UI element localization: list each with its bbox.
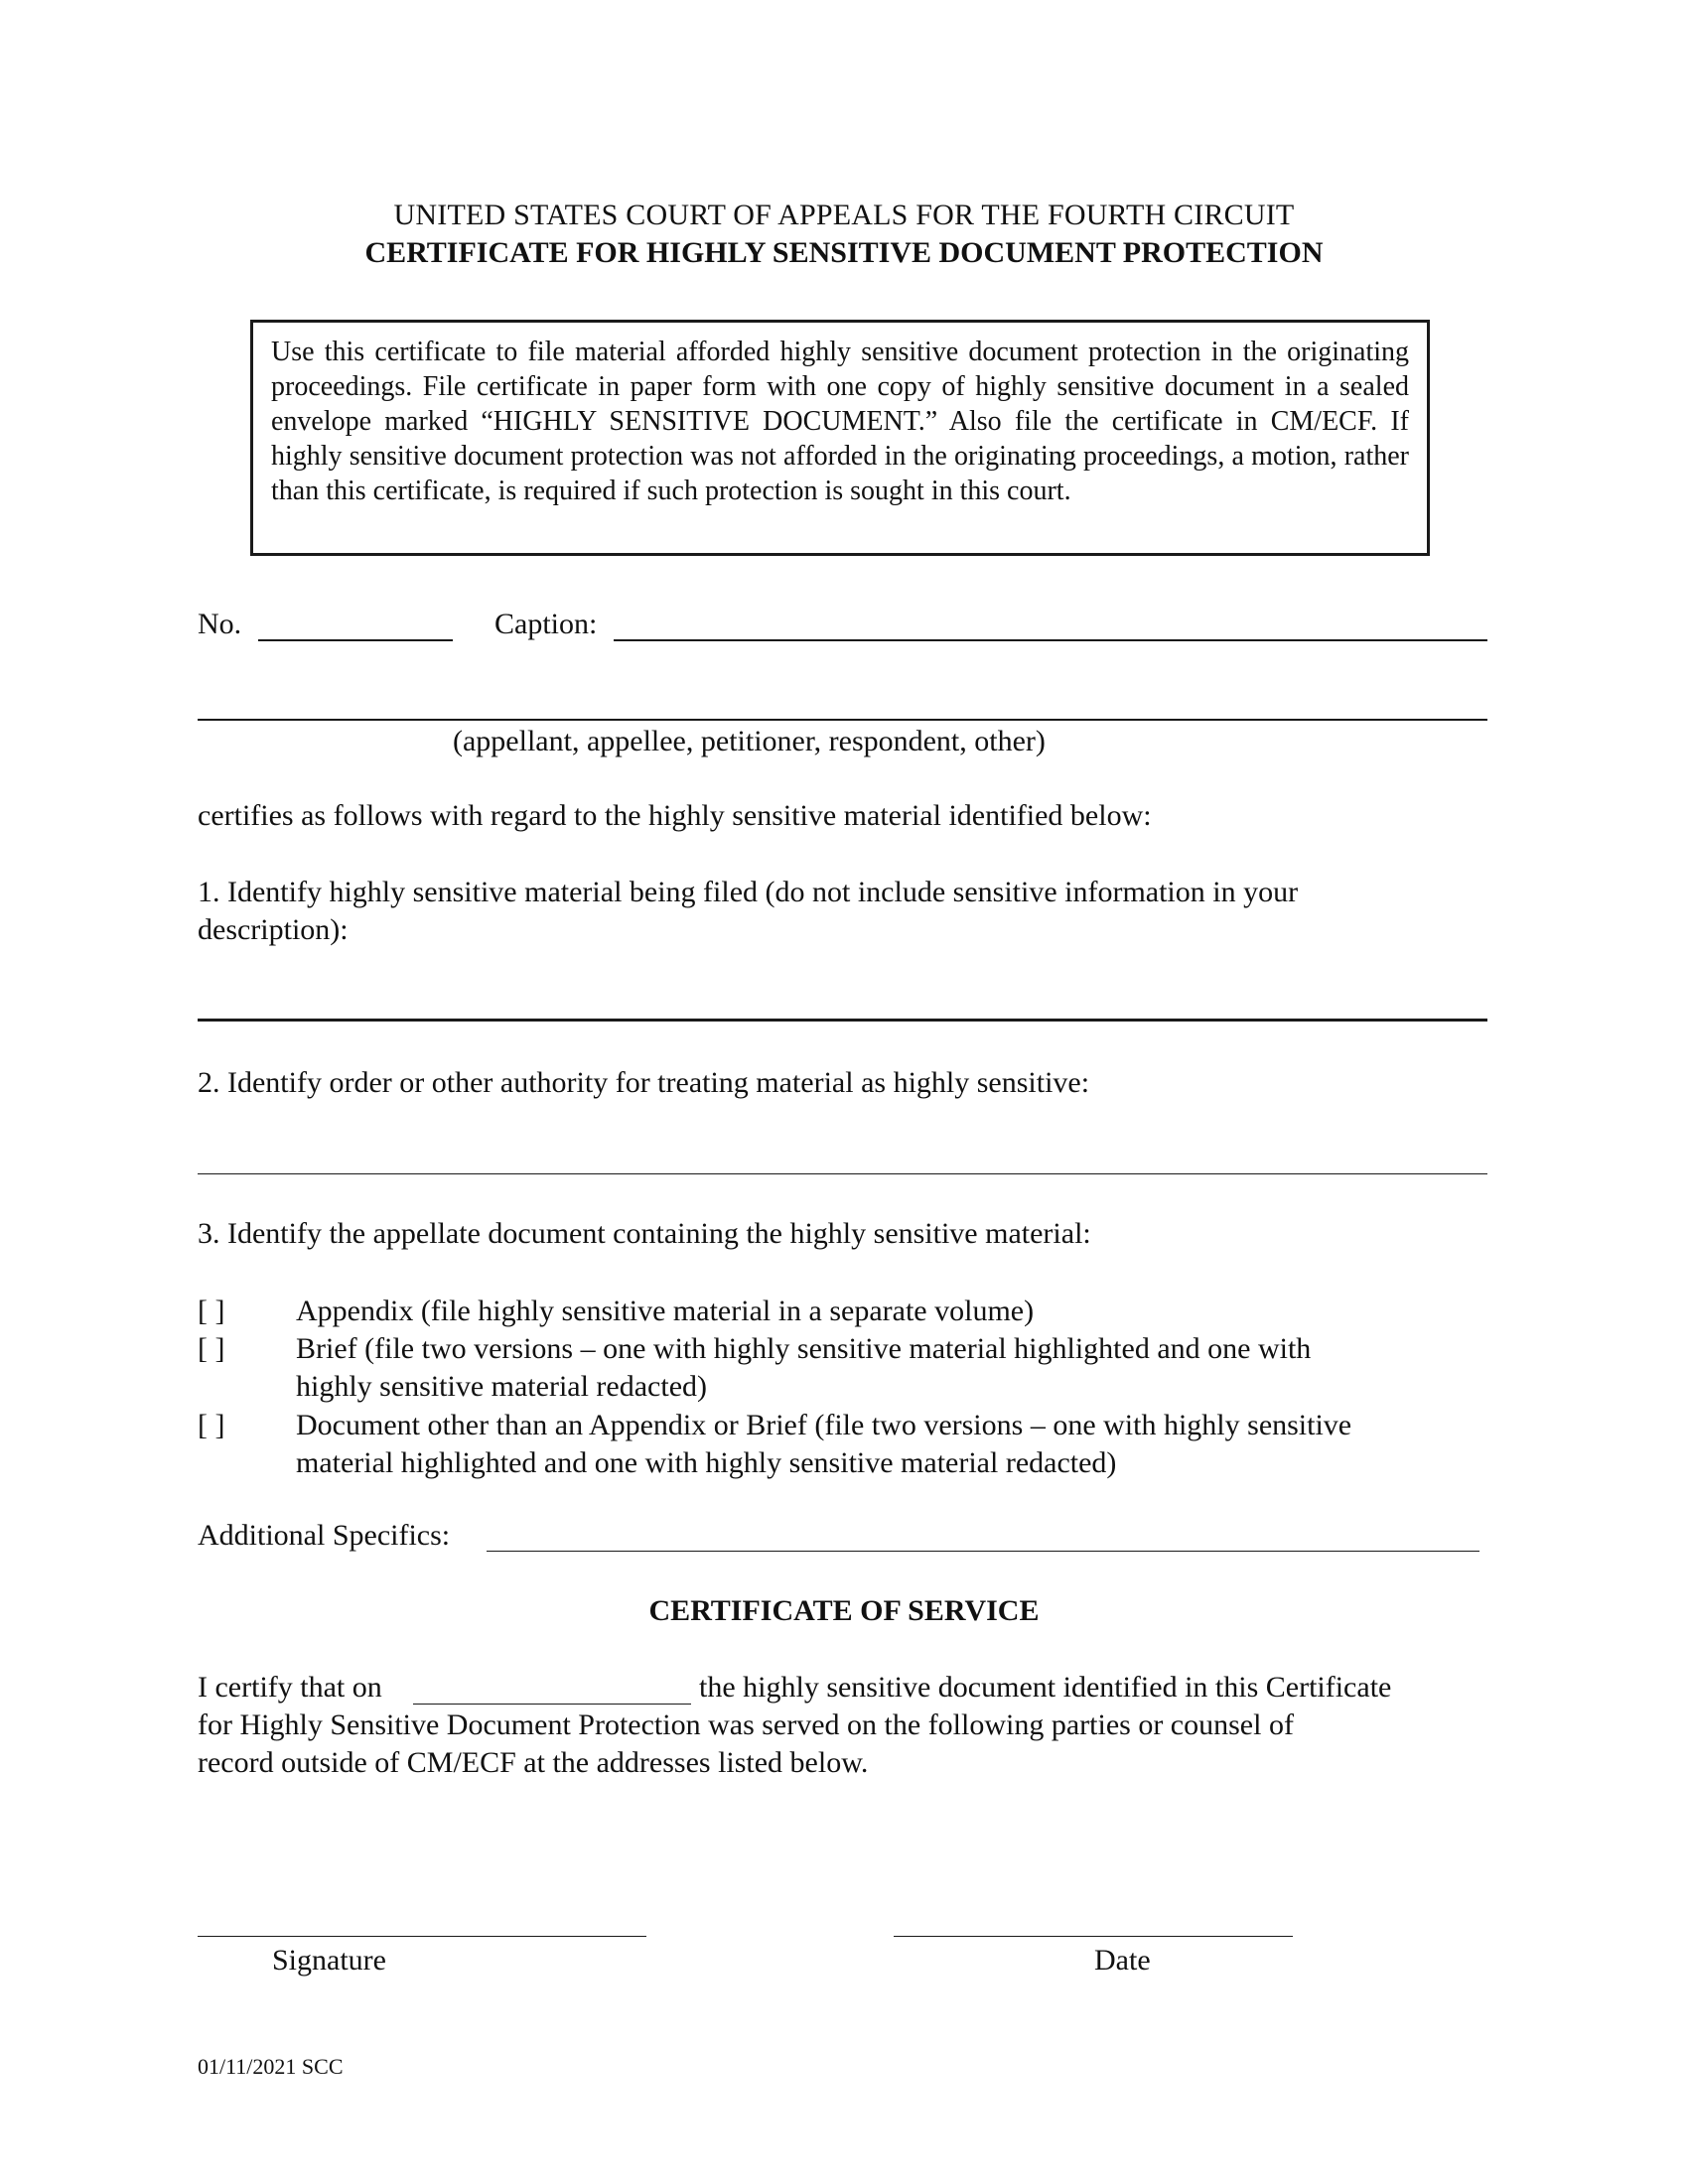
authority-field[interactable] [198,1173,1487,1174]
date-label: Date [1094,1944,1151,1977]
item-2-label: 2. Identify order or other authority for treating material as highly sensitive: [198,1066,1090,1099]
party-name-field[interactable] [198,719,1487,721]
case-number-field[interactable] [258,639,453,641]
certifies-text: certifies as follows with regard to the highly sensitive material identified below: [198,799,1152,832]
appendix-checkbox[interactable]: [ ] [198,1295,225,1327]
brief-option-text: Brief (file two versions – one with highly sensitive material highlighted and one with [296,1332,1312,1365]
signature-field[interactable] [198,1936,646,1937]
instructions-text: Use this certificate to file material afforded highly sensitive document protection in the originating proceedings. File certificate in paper form with one copy of highly sensitive document in a sealed envelope marked “HIGHLY SENSITIVE DOCUMENT.” Also file the certificate in CM/ECF. If highly sensitive document protection was not afforded in the originating proceedings, a motion, rather than this certificate, is required if such protection is sought in this court. [271,337,1409,506]
other-document-option-text: Document other than an Appendix or Brief (file two versions – one with highly sensitive [296,1409,1352,1441]
additional-specifics-field[interactable] [487,1551,1479,1552]
caption-field[interactable] [614,639,1487,641]
brief-checkbox[interactable]: [ ] [198,1332,225,1365]
brief-option-text-cont: highly sensitive material redacted) [296,1370,708,1403]
material-description-field[interactable] [198,1019,1487,1022]
additional-specifics-label: Additional Specifics: [198,1519,451,1552]
item-1-label-cont: description): [198,913,349,946]
item-3-label: 3. Identify the appellate document containing the highly sensitive material: [198,1217,1091,1250]
caption-label: Caption: [494,608,598,640]
form-title: CERTIFICATE FOR HIGHLY SENSITIVE DOCUMENT PROTECTION [364,236,1324,269]
date-field[interactable] [894,1936,1293,1937]
service-date-field[interactable] [413,1704,691,1705]
case-number-label: No. [198,608,242,640]
service-text-line-2: for Highly Sensitive Document Protection was served on the following parties or counsel of [198,1708,1294,1741]
service-certify-suffix: the highly sensitive document identified in this Certificate [699,1671,1392,1704]
service-text-line-3: record outside of CM/ECF at the addresses listed below. [198,1746,869,1779]
other-document-option-text-cont: material highlighted and one with highly sensitive material redacted) [296,1446,1117,1479]
court-name: UNITED STATES COURT OF APPEALS FOR THE FOURTH CIRCUIT [393,199,1295,231]
party-hint: (appellant, appellee, petitioner, respondent, other) [453,725,1046,757]
item-1-label: 1. Identify highly sensitive material being filed (do not include sensitive information in your [198,876,1299,908]
instructions-box [250,320,1430,556]
certificate-of-service-heading: CERTIFICATE OF SERVICE [648,1594,1040,1627]
appendix-option-text: Appendix (file highly sensitive material in a separate volume) [296,1295,1035,1327]
signature-label: Signature [272,1944,386,1977]
form-revision-code: 01/11/2021 SCC [198,2054,344,2079]
service-certify-prefix: I certify that on [198,1671,382,1704]
other-document-checkbox[interactable]: [ ] [198,1409,225,1441]
